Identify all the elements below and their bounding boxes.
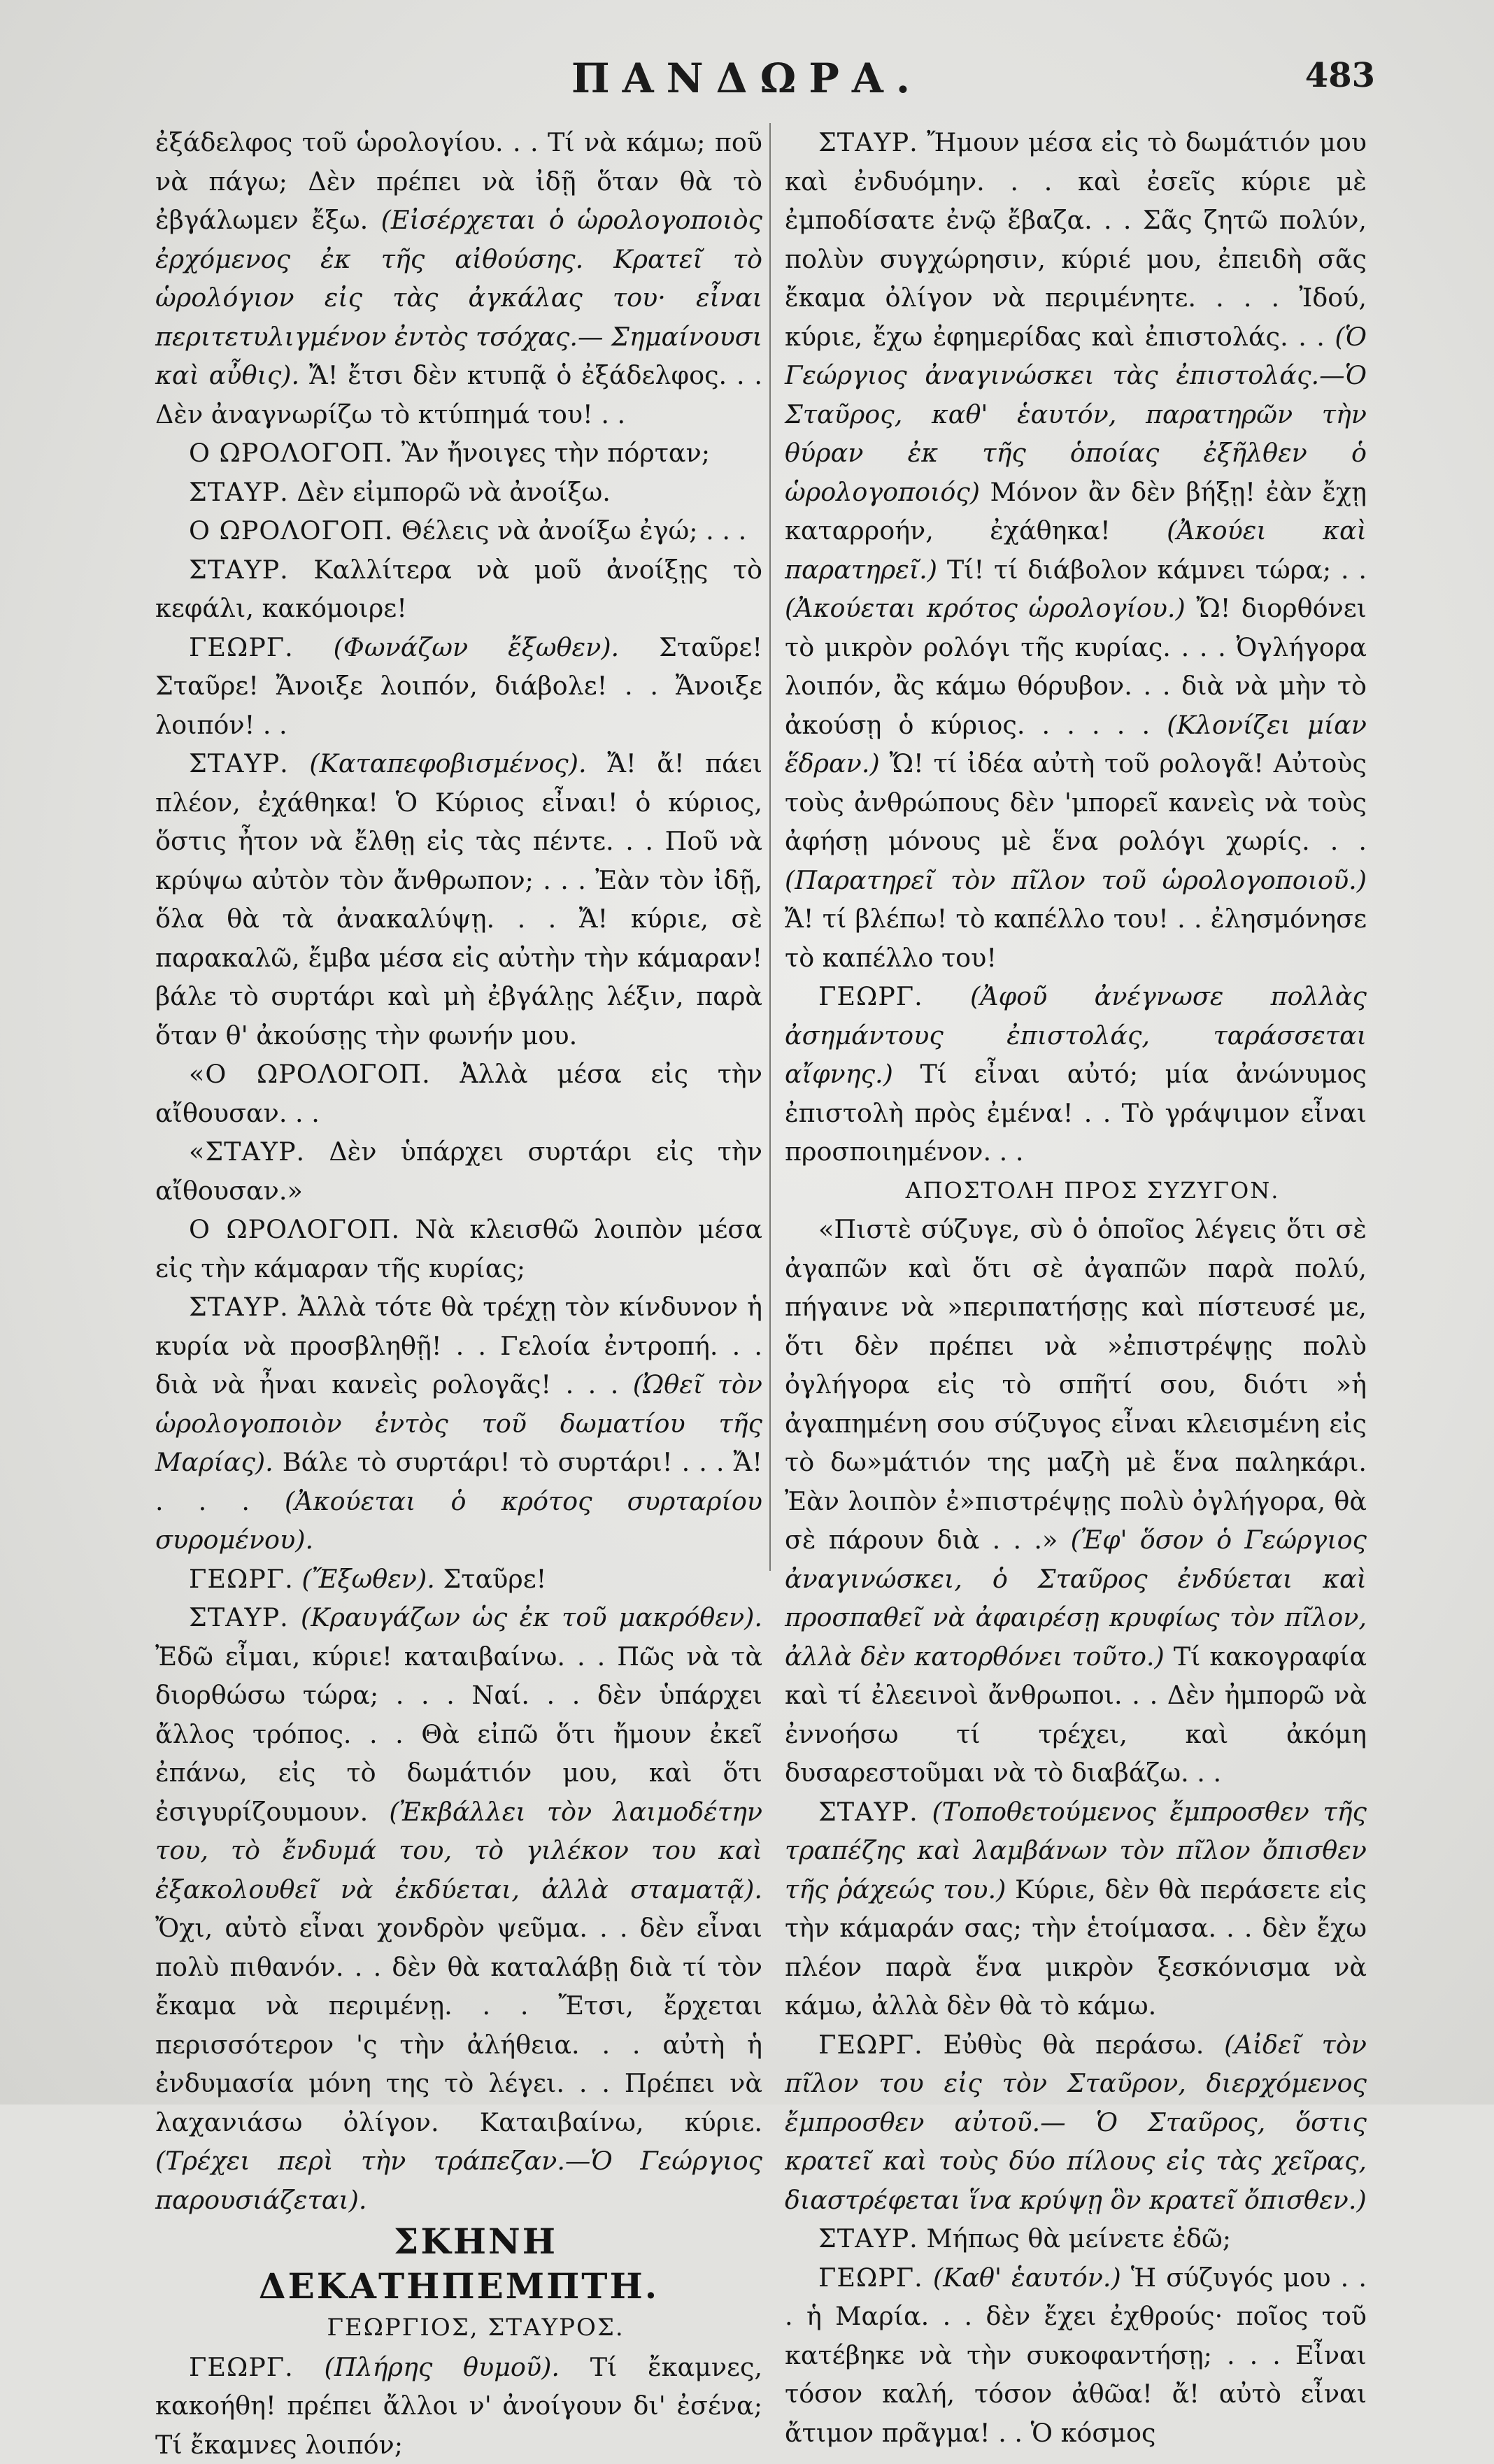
speaker-name: Ο ΩΡΟΛΟΓΟΠ.	[189, 515, 393, 546]
stage-direction: (Αἰδεῖ τὸν πῖλον του εἰς τὸν Σταῦρον, διερχόμενος ἔμπροσθεν αὐτοῦ.— Ὁ Σταῦρος, ὅστις κρατεῖ καὶ τοὺς δύο πίλους εἰς τὰς χεῖρας, διαστρέφεται ἵνα κρύψῃ ὃν κρατεῖ ὄπισθεν.)	[785, 2030, 1367, 2215]
left-column	[155, 123, 762, 2081]
paragraph	[155, 1598, 762, 2219]
dialogue-text: Μήπως θὰ μείνετε ἐδῶ;	[918, 2223, 1231, 2253]
page-number: 483	[1305, 56, 1375, 95]
dialogue-text	[923, 981, 970, 1011]
dialogue-text: Ἐδῶ εἶμαι, κύριε! καταιβαίνω. . . Πῶς νὰ τὰ διορθώσω τώρα; . . . Ναί. . . δὲν ὑπάρχει ἄλλος τρόπος. . . Θὰ εἰπῶ ὅτι ἤμουν ἐκεῖ ἐπάνω, εἰς τὸ δωμάτιόν μου, καὶ ὅτι ἐσιγυρίζουμουν.	[155, 1642, 762, 1827]
dialogue-text: Τί! τί διάβολον κάμνει τώρα; . .	[937, 555, 1367, 585]
stage-direction: (Ὁ Γεώργιος ἀναγινώσκει τὰς ἐπιστολάς.—Ὁ Σταῦρος, καθ' ἑαυτόν, παρατηρῶν τὴν θύραν ἐκ τῆς ὁποίας ἐξῆλθεν ὁ ὡρολογοποιός)	[785, 322, 1367, 507]
dialogue-text: Μόνον ἂν δὲν βήξῃ! ἐὰν ἔχῃ καταρροήν, ἐχάθηκα!	[785, 477, 1367, 546]
stage-direction: (Ἐφ' ὅσον ὁ Γεώργιος ἀναγινώσκει, ὁ Σταῦρος ἐνδύεται καὶ προσπαθεῖ νὰ ἀφαιρέσῃ κρυφίως τὸν πῖλον, ἀλλὰ δὲν κατορθόνει τοῦτο.)	[785, 1525, 1367, 1672]
stage-direction: (Ἔξωθεν).	[301, 1564, 435, 1594]
speaker-name: ΣΤΑΥΡ.	[818, 2223, 918, 2253]
dialogue-text: Τί εἶναι αὐτό; μία ἀνώνυμος ἐπιστολὴ πρὸς ἐμένα! . . Τὸ γράψιμον εἶναι προσποιημένον. . .	[785, 1059, 1367, 1167]
paragraph	[155, 434, 762, 473]
speaker-name: «ΣΤΑΥΡ.	[189, 1137, 305, 1167]
paragraph	[155, 550, 762, 628]
speaker-name: ΣΤΑΥΡ.	[818, 127, 918, 157]
dialogue-text: Νὰ κλεισθῶ λοιπὸν μέσα εἰς τὴν κάμαραν τῆς κυρίας;	[155, 1214, 762, 1283]
dialogue-text: Σταῦρε!	[435, 1564, 546, 1594]
dialogue-text: Ἤμουν μέσα εἰς τὸ δωμάτιόν μου καὶ ἐνδυόμην. . . καὶ ἐσεῖς κύριε μὲ ἐμποδίσατε ἐνῷ ἔβαζα. . . Σᾶς ζητῶ πολύν, πολὺν συγχώρησιν, κύριέ μου, ἐπειδὴ σᾶς ἔκαμα ὀλίγον νὰ περιμένητε. . . . Ἰδού, κύριε, ἔχω ἐφημερίδας καὶ ἐπιστολάς. . .	[785, 127, 1367, 352]
paragraph	[785, 123, 1367, 977]
stage-direction: (Ἀκούεται κρότος ὡρολογίου.)	[785, 593, 1186, 623]
speaker-name: ΣΤΑΥΡ.	[189, 555, 289, 585]
stage-direction: (Ἀκούεται ὁ κρότος συρταρίου συρομένου).	[155, 1486, 762, 1555]
paragraph	[155, 1288, 762, 1560]
stage-direction: (Ὠθεῖ τὸν ὡρολογοποιὸν ἐντὸς τοῦ δωματίου τῆς Μαρίας).	[155, 1369, 762, 1477]
stage-direction: (Κλονίζει μίαν ἕδραν.)	[785, 710, 1367, 779]
paragraph	[155, 511, 762, 550]
dialogue-text: Ἄ! τί βλέπω! τὸ καπέλλο του! . . ἐλησμόνησε τὸ καπέλλο του!	[785, 904, 1367, 973]
dialogue-text: Σταῦρε! Σταῦρε! Ἄνοιξε λοιπόν, διάβολε! . . Ἄνοιξε λοιπόν! . .	[155, 632, 762, 740]
dialogue-text: Κύριε, δὲν θὰ περάσετε εἰς τὴν κάμαράν σας; τὴν ἑτοίμασα. . . δὲν ἔχω πλέον παρὰ ἕνα μικρὸν ξεσκόνισμα νὰ κάμω, ἀλλὰ δὲν θὰ τὸ κάμω.	[785, 1874, 1367, 2021]
dialogue-text: ἐξάδελφος τοῦ ὡρολογίου. . . Τί νὰ κάμω; ποῦ νὰ πάγω; Δὲν πρέπει νὰ ἰδῇ ὅταν θὰ τὸ ἐβγάλωμεν ἔξω.	[155, 127, 762, 235]
dialogue-text	[294, 2352, 325, 2382]
paragraph	[155, 473, 762, 512]
speaker-name: ΓΕΩΡΓ.	[189, 632, 294, 662]
dialogue-text	[923, 2263, 933, 2293]
paragraph	[155, 2348, 762, 2464]
stage-direction: (Καταπεφοβισμένος).	[309, 748, 586, 778]
dialogue-text: Ὄχι, αὐτὸ εἶναι χονδρὸν ψεῦμα. . . δὲν εἶναι πολὺ πιθανόν. . . δὲν θὰ καταλάβῃ διὰ τί τὸν ἔκαμα νὰ περιμένῃ. . . Ἔτσι, ἔρχεται περισσότερον 'ς τὴν ἀλήθεια. . . αὐτὴ ἡ ἐνδυμασία μόνη της τὸ λέγει. . . Πρέπει νὰ λαχανιάσω ὀλίγον. Καταιβαίνω, κύριε.	[155, 1913, 762, 2137]
stage-direction: (Κραυγάζων ὡς ἐκ τοῦ μακρόθεν).	[301, 1602, 762, 1632]
column-divider	[769, 123, 771, 1571]
dialogue-text: Δὲν ὑπάρχει συρτάρι εἰς τὴν αἴθουσαν.»	[155, 1137, 762, 1206]
dialogue-text: Ὤ! διορθόνει τὸ μικρὸν ρολόγι τῆς κυρίας. . . . Ὀγλήγορα λοιπόν, ἂς κάμω θόρυβον. . . διὰ νὰ μὴν τὸ ἀκούσῃ ὁ κύριος. . . . . .	[785, 593, 1367, 740]
dialogue-text: Ἀλλὰ τότε θὰ τρέχῃ τὸν κίνδυνον ἡ κυρία νὰ προσβληθῇ! . . Γελοία ἐντροπή. . . διὰ νὰ ἦναι κανεὶς ρολογᾶς! . . .	[155, 1292, 762, 1400]
speaker-name: ΣΤΑΥΡ.	[189, 477, 289, 507]
stage-direction: (Καθ' ἑαυτόν.)	[933, 2263, 1121, 2293]
speaker-name: Ο ΩΡΟΛΟΓΟΠ.	[189, 438, 393, 468]
dialogue-text: Ἂν ἤνοιγες τὴν πόρταν;	[393, 438, 710, 468]
dialogue-text: Ἀλλὰ μέσα εἰς τὴν αἴθουσαν. . .	[155, 1059, 762, 1128]
dialogue-text: Ὤ! τί ἰδέα αὐτὴ τοῦ ρολογᾶ! Αὐτοὺς τοὺς ἀνθρώπους δὲν 'μπορεῖ κανεὶς νὰ τοὺς ἀφήσῃ μόνους μὲ ἕνα ρολόγι χωρίς. . .	[785, 748, 1367, 856]
stage-direction: (Εἰσέρχεται ὁ ὡρολογοποιὸς ἐρχόμενος ἐκ τῆς αἰθούσης. Κρατεῖ τὸ ὡρολόγιον εἰς τὰς ἀγκάλας του· εἶναι περιτετυλιγμένον ἐντὸς τσόχας.— Σημαίνουσι καὶ αὖθις).	[155, 205, 762, 390]
speaker-name: «Ο ΩΡΟΛΟΓΟΠ.	[189, 1059, 431, 1089]
dialogue-text: Ἄ! ἔτσι δὲν κτυπᾷ ὁ ἐξάδελφος. . . Δὲν ἀναγνωρίζω τὸ κτύπημά του! . .	[155, 360, 762, 429]
dialogue-text	[289, 1602, 301, 1632]
speaker-name: ΣΤΑΥΡ.	[189, 1292, 289, 1322]
dialogue-text	[294, 1564, 302, 1594]
dialogue-text: Ἄ! ἄ! πάει πλέον, ἐχάθηκα! Ὁ Κύριος εἶναι! ὁ κύριος, ὅστις ἦτον νὰ ἔλθῃ εἰς τὰς πέντε. . . Ποῦ νὰ κρύψω αὐτὸν τὸν ἄνθρωπον; . . . Ἐὰν τὸν ἰδῇ, ὅλα θὰ τὰ ἀνακαλύψῃ. . . Ἄ! κύριε, σὲ παρακαλῶ, ἔμβα μέσα εἰς αὐτὴν τὴν κάμαραν! βάλε τὸ συρτάρι καὶ μὴ ἐβγάλῃς λέξιν, παρὰ ὅταν θ' ἀκούσῃς τὴν φωνήν μου.	[155, 748, 762, 1051]
stage-direction: (Ἀφοῦ ἀνέγνωσε πολλὰς ἀσημάντους ἐπιστολάς, ταράσσεται αἴφνης.)	[785, 981, 1367, 1089]
page-header	[0, 55, 1494, 117]
scene-persons: ΓΕΩΡΓΙΟΣ, ΣΤΑΥΡΟΣ.	[155, 2309, 762, 2348]
paragraph	[155, 1132, 762, 1210]
dialogue-text: Τί κακογραφία καὶ τί ἐλεεινοὶ ἄνθρωποι. . . Δὲν ἠμπορῶ νὰ ἐννοήσω τί τρέχει, καὶ ἀκόμη δυσαρεστοῦμαι νὰ τὸ διαβάζω. . .	[785, 1642, 1367, 1788]
dialogue-text: Εὐθὺς θὰ περάσω.	[923, 2030, 1224, 2060]
scene-title: ΣΚΗΝΗ ΔΕΚΑΤΗΠΕΜΠΤΗ.	[155, 2219, 762, 2309]
section-heading: ΑΠΟΣΤΟΛΗ ΠΡΟΣ ΣΥΖΥΓΟΝ.	[785, 1172, 1367, 1211]
paragraph	[785, 2025, 1367, 2220]
paragraph	[155, 628, 762, 745]
speaker-name: ΓΕΩΡΓ.	[818, 981, 923, 1011]
stage-direction: (Πλήρης θυμοῦ).	[324, 2352, 559, 2382]
stage-direction: (Φωνάζων ἔξωθεν).	[334, 632, 620, 662]
paragraph	[155, 1210, 762, 1288]
dialogue-text: Θέλεις νὰ ἀνοίξω ἐγώ; . . .	[393, 515, 746, 546]
paragraph	[155, 744, 762, 1055]
stage-direction: (Τοποθετούμενος ἔμπροσθεν τῆς τραπέζης καὶ λαμβάνων τὸν πῖλον ὄπισθεν τῆς ῥάχεώς του.)	[785, 1797, 1367, 1904]
stage-direction: (Παρατηρεῖ τὸν πῖλον τοῦ ὡρολογοποιοῦ.)	[785, 865, 1367, 895]
paragraph	[155, 1055, 762, 1132]
paragraph	[785, 1793, 1367, 2025]
speaker-name: ΓΕΩΡΓ.	[189, 2352, 294, 2382]
running-title: ΠΑΝΔΩΡΑ.	[0, 55, 1494, 102]
speaker-name: ΓΕΩΡΓ.	[818, 2030, 923, 2060]
stage-direction: (Ἐκβάλλει τὸν λαιμοδέτην του, τὸ ἔνδυμά του, τὸ γιλέκον του καὶ ἐξακολουθεῖ νὰ ἐκδύεται, ἀλλὰ σταματᾷ).	[155, 1797, 762, 1904]
paragraph	[155, 1560, 762, 1599]
dialogue-text: Βάλε τὸ συρτάρι! τὸ συρτάρι! . . . Ἄ! . . .	[155, 1447, 762, 1516]
speaker-name: ΓΕΩΡΓ.	[818, 2263, 923, 2293]
speaker-name: ΣΤΑΥΡ.	[189, 748, 289, 778]
dialogue-text	[918, 1797, 932, 1827]
stage-direction: (Ἀκούει καὶ παρατηρεῖ.)	[785, 515, 1367, 585]
dialogue-text: Τί ἔκαμνες, κακοήθη! πρέπει ἄλλοι ν' ἀνοίγουν δι' ἐσένα; Τί ἔκαμνες λοιπόν;	[155, 2352, 762, 2460]
stage-direction: (Τρέχει περὶ τὴν τράπεζαν.—Ὁ Γεώργιος παρουσιάζεται).	[155, 2146, 762, 2215]
dialogue-text: Δὲν εἰμπορῶ νὰ ἀνοίξω.	[289, 477, 611, 507]
paragraph	[785, 977, 1367, 1172]
speaker-name: ΣΤΑΥΡ.	[189, 1602, 289, 1632]
paragraph	[155, 123, 762, 434]
dialogue-text: Ἡ σύζυγός μου . . . ἡ Μαρία. . . δὲν ἔχει ἐχθρούς· ποῖος τοῦ κατέβηκε νὰ τὴν συκοφαντήσῃ; . . . Εἶναι τόσον καλή, τόσον ἀθῶα! ἄ! αὐτὸ εἶναι ἄτιμον πρᾶγμα! . . Ὁ κόσμος	[785, 2263, 1367, 2448]
dialogue-text	[289, 748, 310, 778]
speaker-name: ΓΕΩΡΓ.	[189, 1564, 294, 1594]
speaker-name: ΣΤΑΥΡ.	[818, 1797, 918, 1827]
right-column	[785, 123, 1367, 2081]
dialogue-text: Καλλίτερα νὰ μοῦ ἀνοίξῃς τὸ κεφάλι, κακόμοιρε!	[155, 555, 762, 624]
paragraph	[785, 1210, 1367, 1793]
paragraph	[785, 2219, 1367, 2258]
dialogue-text	[294, 632, 334, 662]
dialogue-text: «Πιστὲ σύζυγε, σὺ ὁ ὁποῖος λέγεις ὅτι σὲ ἀγαπῶν καὶ ὅτι σὲ ἀγαπῶν παρὰ πολύ, πήγαινε νὰ »περιπατήσῃς καὶ πίστευσέ με, ὅτι δὲν πρέπει νὰ »ἐπιστρέψῃς πολὺ ὀγλήγορα εἰς τὸ σπῆτί σου, διότι »ἡ ἀγαπημένη σου σύζυγος εἶναι κλεισμένη εἰς τὸ δω»μάτιόν της μαζὴ μὲ ἕνα παληκάρι. Ἐὰν λοιπὸν ἐ»πιστρέψῃς πολὺ ὀγλήγορα, θὰ σὲ πάρουν διὰ . . .»	[785, 1214, 1367, 1555]
speaker-name: Ο ΩΡΟΛΟΓΟΠ.	[189, 1214, 400, 1244]
paragraph	[785, 2258, 1367, 2453]
